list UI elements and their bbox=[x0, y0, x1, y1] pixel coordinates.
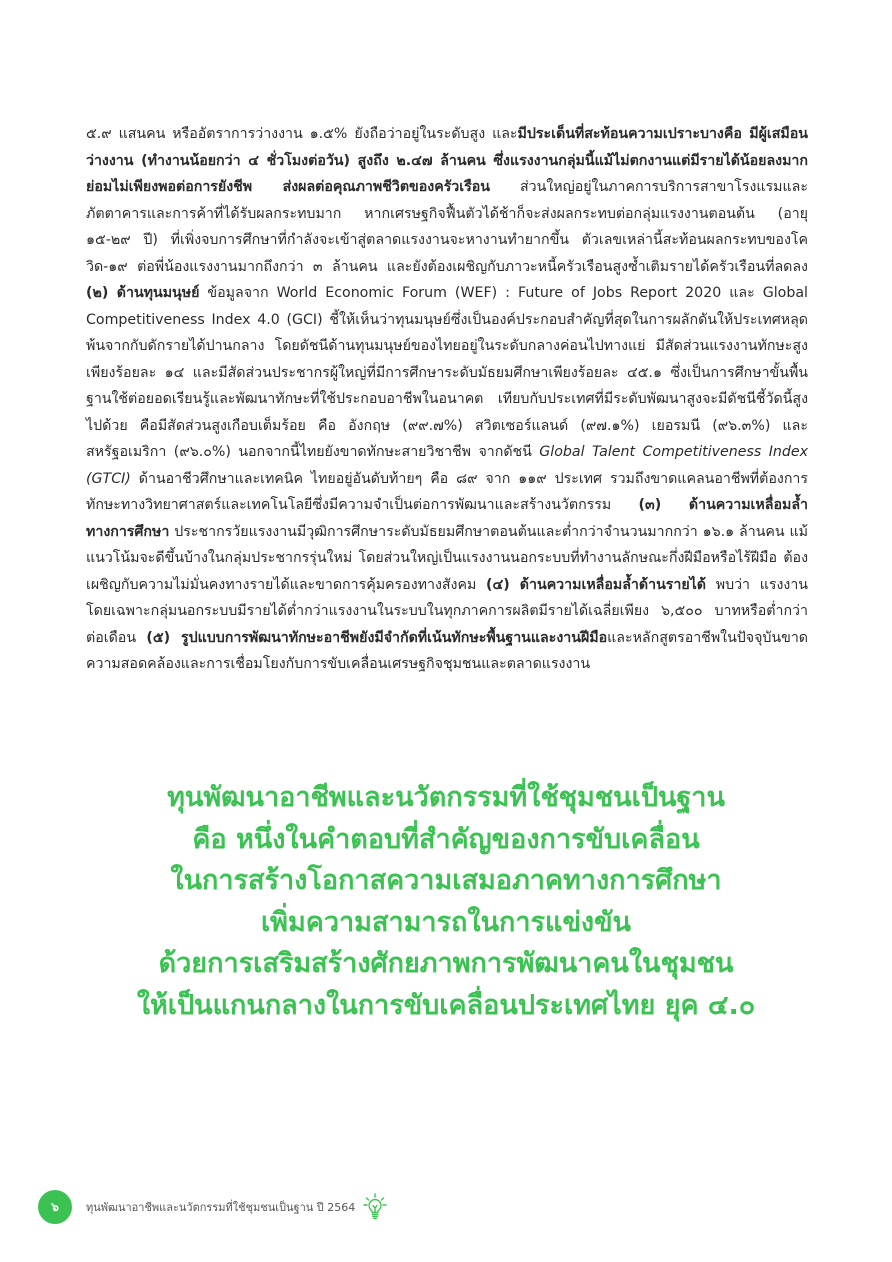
body-text-segment: ส่วนใหญ่อยู่ในภาคการบริการสาขาโรงแรมและภัตตาคารและการค้าที่ได้รับผลกระทบมาก หากเศรษฐกิจฟื้นตัวได้ช้าก็จะส่งผลกระทบต่อกลุ่มแรงงานตอนต้น (อายุ ๑๕-๒๙ ปี) ที่เพิ่งจบการศึกษาที่กำลังจะเข้าสู่ตลาดแรงงานจะหางานทำยากขึ้น ตัวเลขเหล่านี้สะท้อนผลกระทบของโควิด-๑๙ ต่อพี่น้องแรงงานมากถึงกว่า ๓ ล้านคน และยังต้องเผชิญกับภาวะหนี้ครัวเรือนสูงซ้ำเติมรายได้ครัวเรือนที่ลดลง bbox=[86, 179, 808, 275]
quote-line: เพิ่มความสามารถในการแข่งขัน bbox=[260, 906, 632, 938]
quote-line: คือ หนึ่งในคำตอบที่สำคัญของการขับเคลื่อน bbox=[192, 823, 700, 855]
highlight-quote bbox=[120, 777, 772, 1026]
page-number-badge bbox=[38, 1190, 72, 1224]
quote-line: ในการสร้างโอกาสความเสมอภาคทางการศึกษา bbox=[170, 865, 722, 896]
quote-line: ให้เป็นแกนกลางในการขับเคลื่อนประเทศไทย ยุค ๔.๐ bbox=[136, 989, 756, 1021]
heading-skill-development: (๕) รูปแบบการพัฒนาทักษะอาชีพยังมีจำกัดที่เน้นทักษะพื้นฐานและงานฝีมือ bbox=[146, 629, 608, 646]
quote-line: ด้วยการเสริมสร้างศักยภาพการพัฒนาคนในชุมชน bbox=[158, 948, 734, 979]
heading-human-capital: (๒) ด้านทุนมนุษย์ bbox=[86, 285, 200, 301]
body-text-segment: ด้านอาชีวศึกษาและเทคนิค ไทยอยู่อันดับท้ายๆ คือ ๘๙ จาก ๑๑๙ ประเทศ รวมถึงขาดแคลนอาชีพที่ต้องการทักษะทางวิทยาศาสตร์และเทคโนโลยีซึ่งมีความจำเป็นต่อการพัฒนาและสร้างนวัตกรรม bbox=[86, 470, 808, 513]
index-name-italic: Global Talent Competitiveness Index (GTCI) bbox=[86, 444, 809, 487]
heading-income-inequality: (๔) ด้านความเหลื่อมล้ำด้านรายได้ bbox=[485, 576, 707, 593]
page-number: ๖ bbox=[51, 1199, 59, 1214]
heading-education-inequality: (๓) ด้านความเหลื่อมล้ำทางการศึกษา bbox=[86, 497, 808, 540]
body-text-segment: ประชากรวัยแรงงานมีวุฒิการศึกษาระดับมัธยมศึกษาตอนต้นและต่ำกว่าจำนวนมากกว่า ๑๖.๑ ล้านคน แม้แนวโน้มจะดีขึ้นบ้างในกลุ่มประชากรรุ่นใหม่ โดยส่วนใหญ่เป็นแรงงานนอกระบบที่ทำงานลักษณะกึ่งฝีมือหรือไร้ฝีมือ ต้องเผชิญกับความไม่มั่นคงทางรายได้และขาดการคุ้มครองทางสังคม bbox=[86, 523, 808, 593]
lightbulb-icon bbox=[363, 1193, 387, 1221]
quote-line: ทุนพัฒนาอาชีพและนวัตกรรมที่ใช้ชุมชนเป็นฐาน bbox=[167, 782, 725, 813]
body-text-segment: ข้อมูลจาก World Economic Forum (WEF) : Future of Jobs Report 2020 และ Global Competitiveness Index 4.0 (GCI) ชี้ให้เห็นว่าทุนมนุษย์ซึ่งเป็นองค์ประกอบสำคัญที่สุดในการผลักดันให้ประเทศหลุดพ้นจากกับดักรายได้ปานกลาง โดยดัชนีด้านทุนมนุษย์ของไทยอยู่ในระดับกลางค่อนไปทางแย่ มีสัดส่วนแรงงานทักษะสูงเพียงร้อยละ ๑๔ และมีสัดส่วนประชากรผู้ใหญ่ที่มีการศึกษาระดับมัธยมศึกษาเพียงร้อยละ ๔๕.๑ ซึ่งเป็นการศึกษาขั้นพื้นฐานใช้ต่อยอดเรียนรู้และพัฒนาทักษะที่ใช้ประกอบอาชีพในอนาคต เทียบกับประเทศที่มีระดับพัฒนาสูงจะมีดัชนีชี้วัดนี้สูงไปด้วย คือมีสัดส่วนสูงเกือบเต็มร้อย คือ อังกฤษ (๙๙.๗%) สวิตเซอร์แลนด์ (๙๗.๑%) เยอรมนี (๙๖.๓%) และสหรัฐอเมริกา (๙๖.๐%) นอกจากนี้ไทยยังขาดทักษะสายวิชาชีพ จากดัชนี bbox=[86, 285, 809, 460]
body-text-segment: และหลักสูตรอาชีพในปัจจุบันขาดความสอดคล้องและการเชื่อมโยงกับการขับเคลื่อนเศรษฐกิจชุมชนและตลาดแรงงาน bbox=[86, 629, 809, 672]
body-text-segment: พบว่า แรงงานโดยเฉพาะกลุ่มนอกระบบมีรายได้ต่ำกว่าแรงงานในระบบในทุกภาคการผลิตมีรายได้เฉลี่ยเพียง ๖,๕๐๐ บาทหรือต่ำกว่าต่อเดือน bbox=[86, 576, 808, 646]
body-text-segment: ๕.๙ แสนคน หรืออัตราการว่างงาน ๑.๕% ยังถือว่าอยู่ในระดับสูง และ bbox=[86, 126, 518, 142]
body-text-bold: มีประเด็นที่สะท้อนความเปราะบางคือ มีผู้เสมือนว่างงาน (ทำงานน้อยกว่า ๔ ชั่วโมงต่อวัน) สูงถึง ๒.๔๗ ล้านคน ซึ่งแรงงานกลุ่มนี้แม้ไม่ตกงานแต่มีรายได้น้อยลงมาก ย่อมไม่เพียงพอต่อการยังชีพ ส่งผลต่อคุณภาพชีวิตของครัวเรือน bbox=[86, 126, 808, 195]
page-footer bbox=[38, 1190, 387, 1224]
footer-title: ทุนพัฒนาอาชีพและนวัตกรรมที่ใช้ชุมชนเป็นฐาน ปี 2564 bbox=[86, 1201, 356, 1214]
body-paragraph bbox=[86, 121, 808, 678]
